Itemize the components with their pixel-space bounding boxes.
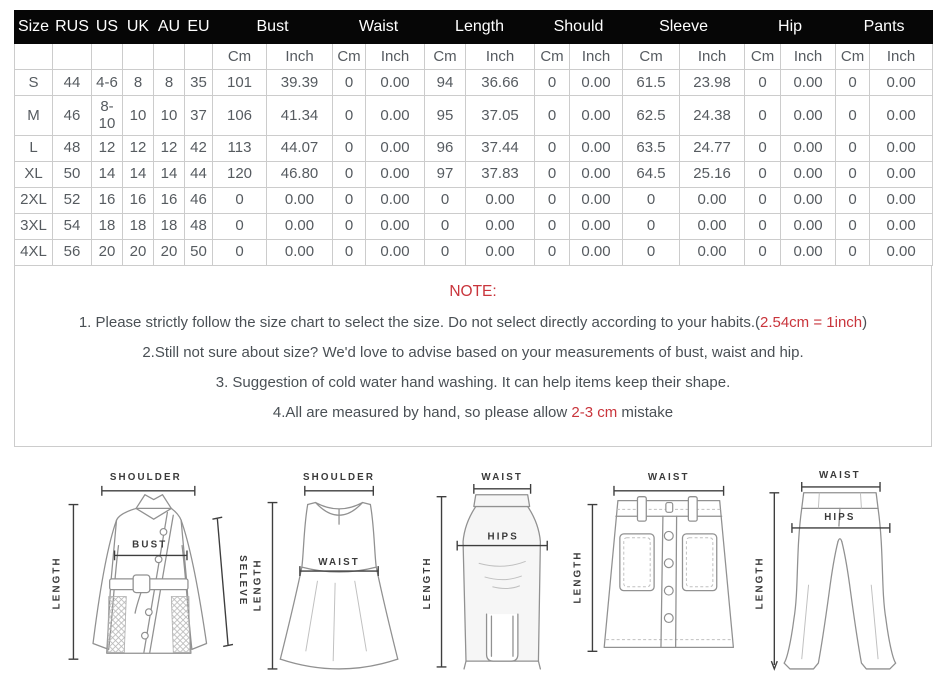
value-cell: 0 <box>425 239 466 265</box>
value-cell: 0 <box>333 96 366 136</box>
value-cell: 0 <box>535 161 570 187</box>
value-cell: 63.5 <box>623 135 680 161</box>
jacket-sketch <box>93 494 207 653</box>
value-cell: 0 <box>836 213 870 239</box>
value-cell: 0.00 <box>870 187 933 213</box>
unit-cm: Cm <box>836 44 870 70</box>
value-cell: 0.00 <box>466 187 535 213</box>
value-cell: 0.00 <box>570 161 623 187</box>
value-cell: 0 <box>623 239 680 265</box>
col-eu: EU <box>185 11 213 44</box>
value-cell: 12 <box>92 135 123 161</box>
value-cell: 23.98 <box>680 70 745 96</box>
value-cell: 101 <box>213 70 267 96</box>
value-cell: 12 <box>123 135 154 161</box>
value-cell: 0 <box>333 161 366 187</box>
value-cell: 48 <box>53 135 92 161</box>
value-cell: 95 <box>425 96 466 136</box>
table-header-row <box>15 11 933 44</box>
value-cell: 50 <box>53 161 92 187</box>
value-cell: 41.34 <box>267 96 333 136</box>
size-cell: M <box>15 96 53 136</box>
sleeve-label: SELEVE <box>236 554 248 607</box>
value-cell: 0 <box>333 70 366 96</box>
value-cell: 0 <box>535 70 570 96</box>
value-cell: 44 <box>53 70 92 96</box>
empty-cell <box>154 44 185 70</box>
col-size: Size <box>15 11 53 44</box>
value-cell: 0.00 <box>870 70 933 96</box>
mini-skirt-diagram <box>567 465 743 683</box>
size-cell: XL <box>15 161 53 187</box>
dress-measurements <box>252 472 377 669</box>
jacket-diagram <box>48 465 249 683</box>
unit-inch: Inch <box>680 44 745 70</box>
value-cell: 0 <box>535 96 570 136</box>
value-cell: 37 <box>185 96 213 136</box>
length-label: LENGTH <box>51 555 63 609</box>
value-cell: 0 <box>745 213 781 239</box>
value-cell: 0.00 <box>680 187 745 213</box>
length-label: LENGTH <box>572 549 584 603</box>
unit-cm: Cm <box>213 44 267 70</box>
measurement-diagrams <box>14 465 932 683</box>
col-us: US <box>92 11 123 44</box>
value-cell: 16 <box>92 187 123 213</box>
value-cell: 0.00 <box>570 70 623 96</box>
table-row <box>15 187 933 213</box>
col-bust: Bust <box>213 11 333 44</box>
value-cell: 0.00 <box>366 187 425 213</box>
value-cell: 0.00 <box>781 239 836 265</box>
note-line <box>15 374 931 391</box>
value-cell: 0 <box>836 135 870 161</box>
value-cell: 0.00 <box>870 161 933 187</box>
note-line <box>15 404 931 421</box>
table-row <box>15 213 933 239</box>
value-cell: 46.80 <box>267 161 333 187</box>
length-label: LENGTH <box>754 555 766 609</box>
value-cell: 50 <box>185 239 213 265</box>
col-au: AU <box>154 11 185 44</box>
value-cell: 0 <box>213 239 267 265</box>
note-text: mistake <box>617 403 674 421</box>
size-cell: 4XL <box>15 239 53 265</box>
col-hip: Hip <box>745 11 836 44</box>
value-cell: 62.5 <box>623 96 680 136</box>
value-cell: 0 <box>535 187 570 213</box>
value-cell: 0.00 <box>680 239 745 265</box>
shoulder-label: SHOULDER <box>302 471 375 483</box>
size-chart-table <box>14 10 933 266</box>
size-cell: 3XL <box>15 213 53 239</box>
value-cell: 0.00 <box>267 213 333 239</box>
value-cell: 48 <box>185 213 213 239</box>
value-cell: 8 <box>154 70 185 96</box>
unit-cm: Cm <box>745 44 781 70</box>
value-cell: 0 <box>213 213 267 239</box>
unit-inch: Inch <box>570 44 623 70</box>
value-cell: 0 <box>425 213 466 239</box>
value-cell: 0 <box>623 187 680 213</box>
value-cell: 0.00 <box>781 70 836 96</box>
empty-cell <box>123 44 154 70</box>
value-cell: 52 <box>53 187 92 213</box>
value-cell: 0.00 <box>570 239 623 265</box>
value-cell: 0.00 <box>366 161 425 187</box>
value-cell: 0.00 <box>781 187 836 213</box>
length-label: LENGTH <box>421 555 433 609</box>
value-cell: 0 <box>745 187 781 213</box>
note-text: 3. Suggestion of cold water hand washing. It can help items keep their shape. <box>215 373 731 391</box>
value-cell: 0 <box>535 135 570 161</box>
value-cell: 0.00 <box>680 213 745 239</box>
unit-inch: Inch <box>870 44 933 70</box>
value-cell: 37.44 <box>466 135 535 161</box>
value-cell: 0.00 <box>570 213 623 239</box>
table-row <box>15 135 933 161</box>
unit-inch: Inch <box>366 44 425 70</box>
value-cell: 0 <box>836 96 870 136</box>
value-cell: 0.00 <box>570 187 623 213</box>
value-cell: 0.00 <box>267 239 333 265</box>
value-cell: 36.66 <box>466 70 535 96</box>
value-cell: 24.77 <box>680 135 745 161</box>
pants-diagram <box>743 465 924 683</box>
unit-inch: Inch <box>267 44 333 70</box>
value-cell: 96 <box>425 135 466 161</box>
value-cell: 97 <box>425 161 466 187</box>
value-cell: 0.00 <box>781 135 836 161</box>
dress-diagram <box>249 465 420 683</box>
empty-cell <box>15 44 53 70</box>
value-cell: 42 <box>185 135 213 161</box>
size-chart-body <box>15 70 933 266</box>
value-cell: 16 <box>154 187 185 213</box>
value-cell: 46 <box>53 96 92 136</box>
value-cell: 0 <box>745 161 781 187</box>
value-cell: 0.00 <box>781 161 836 187</box>
empty-cell <box>53 44 92 70</box>
col-sleeve: Sleeve <box>623 11 745 44</box>
value-cell: 20 <box>123 239 154 265</box>
table-row <box>15 96 933 136</box>
note-section <box>14 266 932 447</box>
value-cell: 0.00 <box>570 96 623 136</box>
value-cell: 12 <box>154 135 185 161</box>
waist-label: WAIST <box>481 471 523 483</box>
value-cell: 54 <box>53 213 92 239</box>
value-cell: 35 <box>185 70 213 96</box>
empty-cell <box>92 44 123 70</box>
value-cell: 113 <box>213 135 267 161</box>
value-cell: 0 <box>836 187 870 213</box>
value-cell: 0 <box>745 70 781 96</box>
value-cell: 14 <box>92 161 123 187</box>
value-cell: 0 <box>535 213 570 239</box>
note-text: 2.Still not sure about size? We'd love to advise based on your measurements of bust, waist and hip. <box>142 343 804 361</box>
value-cell: 0 <box>535 239 570 265</box>
value-cell: 64.5 <box>623 161 680 187</box>
value-cell: 20 <box>154 239 185 265</box>
value-cell: 0.00 <box>870 213 933 239</box>
unit-cm: Cm <box>623 44 680 70</box>
value-cell: 10 <box>154 96 185 136</box>
note-highlight: 2.54cm = 1inch <box>759 313 863 331</box>
value-cell: 16 <box>123 187 154 213</box>
value-cell: 0 <box>836 161 870 187</box>
note-line <box>15 314 931 331</box>
value-cell: 0 <box>425 187 466 213</box>
table-row <box>15 161 933 187</box>
value-cell: 25.16 <box>680 161 745 187</box>
unit-inch: Inch <box>466 44 535 70</box>
dress-sketch <box>280 502 397 668</box>
col-uk: UK <box>123 11 154 44</box>
hips-label: HIPS <box>487 531 519 543</box>
length-label: LENGTH <box>252 557 264 611</box>
value-cell: 8-10 <box>92 96 123 136</box>
value-cell: 0.00 <box>870 239 933 265</box>
value-cell: 10 <box>123 96 154 136</box>
value-cell: 0 <box>333 187 366 213</box>
size-cell: S <box>15 70 53 96</box>
value-cell: 39.39 <box>267 70 333 96</box>
col-should: Should <box>535 11 623 44</box>
unit-inch: Inch <box>781 44 836 70</box>
note-text: 4.All are measured by hand, so please allow <box>272 403 572 421</box>
note-highlight: 2-3 cm <box>571 403 618 421</box>
table-row <box>15 239 933 265</box>
value-cell: 0 <box>213 187 267 213</box>
note-text: ) <box>862 313 868 331</box>
value-cell: 44 <box>185 161 213 187</box>
pencil-skirt-sketch <box>463 494 540 668</box>
hips-label: HIPS <box>824 511 856 523</box>
unit-cm: Cm <box>333 44 366 70</box>
value-cell: 0.00 <box>781 213 836 239</box>
value-cell: 0.00 <box>781 96 836 136</box>
waist-label: WAIST <box>317 556 360 568</box>
col-rus: RUS <box>53 11 92 44</box>
value-cell: 0 <box>836 70 870 96</box>
waist-label: WAIST <box>818 469 861 481</box>
value-cell: 14 <box>123 161 154 187</box>
waist-label: WAIST <box>647 471 690 483</box>
value-cell: 0.00 <box>870 135 933 161</box>
col-waist: Waist <box>333 11 425 44</box>
value-cell: 0.00 <box>570 135 623 161</box>
value-cell: 37.05 <box>466 96 535 136</box>
value-cell: 0 <box>623 213 680 239</box>
pencil-skirt-diagram <box>420 465 567 683</box>
mini-skirt-sketch <box>604 496 733 647</box>
size-cell: L <box>15 135 53 161</box>
unit-cm: Cm <box>425 44 466 70</box>
note-line <box>15 344 931 361</box>
value-cell: 0.00 <box>366 135 425 161</box>
value-cell: 94 <box>425 70 466 96</box>
value-cell: 0 <box>333 239 366 265</box>
value-cell: 0 <box>333 135 366 161</box>
value-cell: 46 <box>185 187 213 213</box>
size-cell: 2XL <box>15 187 53 213</box>
value-cell: 4-6 <box>92 70 123 96</box>
value-cell: 20 <box>92 239 123 265</box>
value-cell: 61.5 <box>623 70 680 96</box>
value-cell: 0 <box>333 213 366 239</box>
value-cell: 0.00 <box>366 70 425 96</box>
table-row <box>15 70 933 96</box>
bust-label: BUST <box>132 539 168 551</box>
note-lines <box>15 314 931 421</box>
value-cell: 0.00 <box>267 187 333 213</box>
table-unit-row <box>15 44 933 70</box>
empty-cell <box>185 44 213 70</box>
value-cell: 8 <box>123 70 154 96</box>
value-cell: 37.83 <box>466 161 535 187</box>
value-cell: 14 <box>154 161 185 187</box>
unit-cm: Cm <box>535 44 570 70</box>
col-length: Length <box>425 11 535 44</box>
value-cell: 0.00 <box>366 213 425 239</box>
col-pants: Pants <box>836 11 933 44</box>
note-title: NOTE: <box>449 282 497 300</box>
value-cell: 0.00 <box>466 239 535 265</box>
value-cell: 0.00 <box>870 96 933 136</box>
value-cell: 120 <box>213 161 267 187</box>
value-cell: 0 <box>745 135 781 161</box>
value-cell: 0.00 <box>466 213 535 239</box>
value-cell: 0.00 <box>366 239 425 265</box>
value-cell: 18 <box>92 213 123 239</box>
value-cell: 18 <box>154 213 185 239</box>
value-cell: 106 <box>213 96 267 136</box>
note-text: 1. Please strictly follow the size chart to select the size. Do not select directly according to your habits.( <box>78 313 760 331</box>
value-cell: 0 <box>745 239 781 265</box>
value-cell: 56 <box>53 239 92 265</box>
value-cell: 18 <box>123 213 154 239</box>
value-cell: 24.38 <box>680 96 745 136</box>
value-cell: 0 <box>836 239 870 265</box>
value-cell: 44.07 <box>267 135 333 161</box>
value-cell: 0.00 <box>366 96 425 136</box>
shoulder-label: SHOULDER <box>109 471 182 483</box>
value-cell: 0 <box>745 96 781 136</box>
